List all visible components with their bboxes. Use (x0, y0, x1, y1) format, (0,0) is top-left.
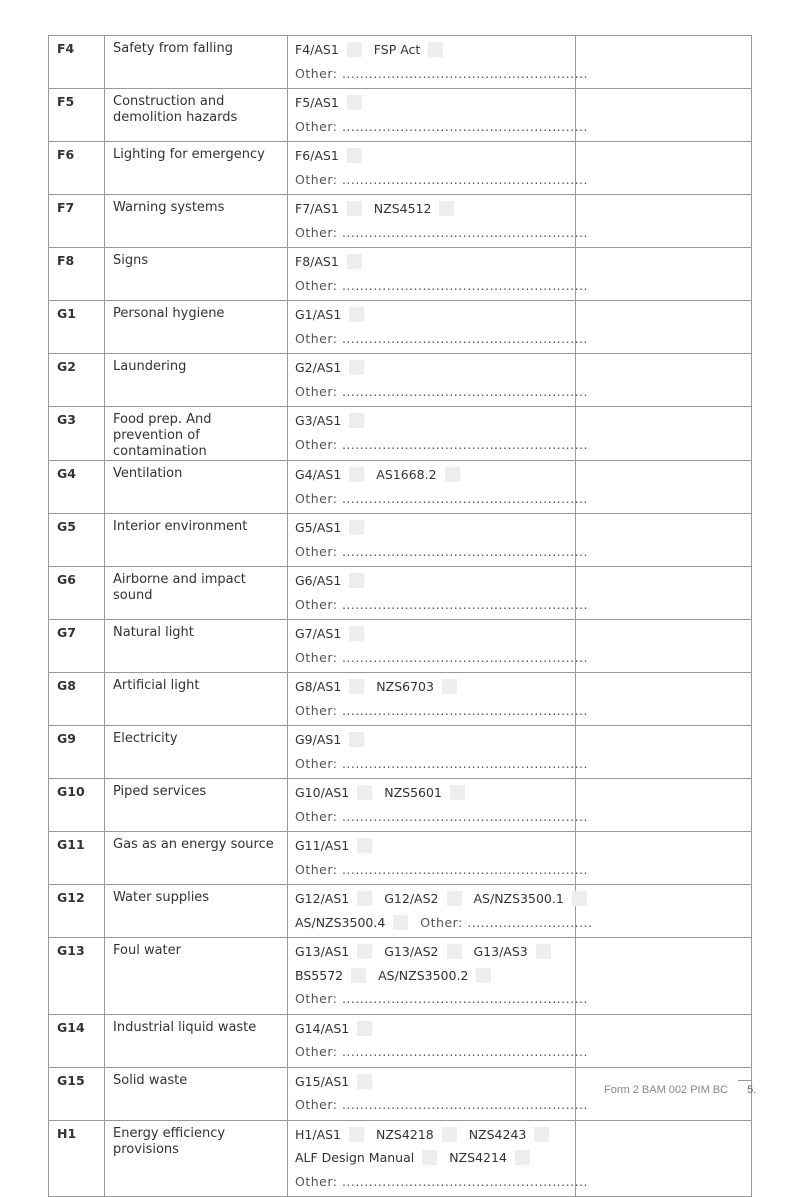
option-checkbox[interactable] (349, 307, 364, 322)
compliance-options (288, 461, 588, 514)
clause-code: G7 (49, 620, 105, 673)
clause-code: G3 (49, 407, 105, 461)
clause-name: Solid waste (105, 1067, 288, 1120)
table-row (49, 726, 752, 779)
option-checkbox[interactable] (572, 891, 587, 906)
option-checkbox[interactable] (428, 42, 443, 57)
table-row (49, 514, 752, 567)
clause-name: Piped services (105, 779, 288, 832)
notes-cell[interactable] (576, 938, 752, 1015)
option-checkbox[interactable] (357, 785, 372, 800)
clause-code: H1 (49, 1120, 105, 1197)
option-line (295, 91, 569, 115)
option-label: G13/AS3 (473, 944, 528, 959)
option-checkbox[interactable] (357, 891, 372, 906)
notes-cell[interactable] (576, 514, 752, 567)
table-row (49, 1120, 752, 1197)
compliance-options (288, 726, 588, 779)
clause-code: G5 (49, 514, 105, 567)
other-field[interactable]: Other: ....................................................... (295, 277, 588, 293)
option-checkbox[interactable] (447, 944, 462, 959)
notes-cell[interactable] (576, 1014, 752, 1067)
option-checkbox[interactable] (450, 785, 465, 800)
compliance-options (288, 1067, 588, 1120)
clause-code: G4 (49, 461, 105, 514)
clause-name: Construction and demolition hazards (105, 89, 288, 142)
clause-name: Electricity (105, 726, 288, 779)
option-checkbox[interactable] (351, 968, 366, 983)
compliance-options (288, 938, 588, 1015)
notes-cell[interactable] (576, 779, 752, 832)
option-label: FSP Act (373, 42, 421, 57)
clause-code: G6 (49, 567, 105, 620)
option-checkbox[interactable] (349, 732, 364, 747)
notes-cell[interactable] (576, 301, 752, 354)
other-field[interactable]: Other: ....................................................... (295, 118, 588, 134)
option-line (295, 1070, 569, 1094)
notes-cell[interactable] (576, 407, 752, 461)
clause-name: Water supplies (105, 885, 288, 938)
compliance-options (288, 567, 588, 620)
notes-cell[interactable] (576, 248, 752, 301)
notes-cell[interactable] (576, 885, 752, 938)
other-field[interactable]: Other: ....................................................... (295, 224, 588, 240)
option-line (295, 1146, 569, 1170)
option-checkbox[interactable] (447, 891, 462, 906)
option-line (295, 622, 569, 646)
option-checkbox[interactable] (422, 1150, 437, 1165)
clause-name: Industrial liquid waste (105, 1014, 288, 1067)
option-label: AS/NZS3500.2 (378, 967, 469, 983)
page-footer (604, 1084, 756, 1096)
option-label: BS5572 (295, 967, 344, 983)
clause-name: Energy efficiency provisions (105, 1120, 288, 1197)
other-field[interactable]: Other: ....................................................... (295, 65, 588, 81)
option-label: NZS4214 (449, 1150, 507, 1165)
option-label: NZS5601 (384, 785, 442, 800)
clause-name: Interior environment (105, 514, 288, 567)
clause-code: G12 (49, 885, 105, 938)
option-label: F5/AS1 (295, 95, 339, 110)
option-checkbox[interactable] (347, 148, 362, 163)
table-row (49, 938, 752, 1015)
other-field[interactable]: Other: ....................................................... (295, 490, 588, 506)
option-line (295, 1123, 569, 1147)
option-label: G2/AS1 (295, 360, 342, 375)
clause-code: G9 (49, 726, 105, 779)
other-field[interactable]: Other: ....................................................... (295, 1044, 588, 1059)
notes-cell[interactable] (576, 354, 752, 407)
table-row (49, 1014, 752, 1067)
option-checkbox[interactable] (357, 1021, 372, 1036)
table-row (49, 195, 752, 248)
option-label: AS/NZS3500.1 (473, 891, 564, 906)
option-checkbox[interactable] (515, 1150, 530, 1165)
option-label: G11/AS1 (295, 838, 350, 853)
other-field[interactable]: Other: ....................................................... (295, 991, 588, 1006)
option-label: G14/AS1 (295, 1020, 350, 1036)
option-checkbox[interactable] (439, 201, 454, 216)
compliance-options (288, 673, 588, 726)
other-field[interactable]: Other: ....................................................... (295, 330, 588, 346)
clause-code: G1 (49, 301, 105, 354)
option-line (295, 728, 569, 752)
notes-cell[interactable] (576, 673, 752, 726)
option-line (295, 964, 569, 988)
option-label: F6/AS1 (295, 148, 339, 163)
compliance-options (288, 195, 588, 248)
clause-name: Safety from falling (105, 36, 288, 89)
option-label: G3/AS1 (295, 413, 342, 428)
option-line (295, 197, 569, 221)
table-row (49, 832, 752, 885)
clause-code: F7 (49, 195, 105, 248)
option-line (295, 834, 569, 858)
compliance-options (288, 779, 588, 832)
option-checkbox[interactable] (357, 1074, 372, 1089)
table-row (49, 407, 752, 461)
option-label: H1/AS1 (295, 1126, 342, 1142)
option-checkbox[interactable] (534, 1127, 549, 1142)
notes-cell[interactable] (576, 89, 752, 142)
option-label: G12/AS2 (384, 891, 439, 906)
option-label: G1/AS1 (295, 307, 342, 322)
clause-name: Ventilation (105, 461, 288, 514)
option-label: F7/AS1 (295, 201, 339, 216)
clause-name: Foul water (105, 938, 288, 1015)
table-row (49, 779, 752, 832)
clause-code: F8 (49, 248, 105, 301)
clause-code: G8 (49, 673, 105, 726)
option-label: F8/AS1 (295, 254, 339, 269)
option-label: G7/AS1 (295, 626, 342, 641)
other-field[interactable]: Other: ....................................................... (295, 702, 588, 718)
table-row (49, 567, 752, 620)
option-label: G15/AS1 (295, 1073, 350, 1089)
option-line (295, 675, 569, 699)
option-checkbox[interactable] (393, 915, 408, 930)
compliance-table-body (49, 36, 752, 1197)
other-field[interactable]: Other: ....................................................... (295, 543, 588, 559)
notes-cell[interactable] (576, 461, 752, 514)
option-label: G8/AS1 (295, 679, 342, 694)
option-line (295, 250, 569, 274)
table-row (49, 620, 752, 673)
table-row (49, 142, 752, 195)
notes-cell[interactable] (576, 832, 752, 885)
table-row (49, 89, 752, 142)
other-field[interactable]: Other: ....................................................... (295, 1173, 588, 1189)
clause-name: Personal hygiene (105, 301, 288, 354)
option-line (295, 781, 569, 805)
other-field[interactable]: Other: ....................................................... (295, 436, 588, 452)
clause-name: Signs (105, 248, 288, 301)
compliance-options (288, 301, 588, 354)
clause-code: G14 (49, 1014, 105, 1067)
option-checkbox[interactable] (357, 838, 372, 853)
other-field[interactable]: Other: ....................................................... (295, 649, 588, 665)
option-line (295, 303, 569, 327)
option-line (295, 940, 569, 964)
option-label: G13/AS2 (384, 944, 439, 959)
option-label: G6/AS1 (295, 573, 342, 588)
compliance-options (288, 832, 588, 885)
option-line (295, 38, 569, 62)
notes-cell[interactable] (576, 726, 752, 779)
page-number: 5. (747, 1084, 757, 1096)
notes-cell[interactable] (576, 567, 752, 620)
compliance-options (288, 407, 588, 461)
footer-rule (738, 1080, 752, 1081)
clause-name: Lighting for emergency (105, 142, 288, 195)
option-checkbox[interactable] (349, 360, 364, 375)
option-checkbox[interactable] (349, 573, 364, 588)
option-line (295, 356, 569, 380)
compliance-options (288, 36, 588, 89)
option-label: G10/AS1 (295, 785, 350, 800)
option-label: G9/AS1 (295, 732, 342, 747)
other-field[interactable]: Other: ....................................................... (295, 596, 588, 612)
option-checkbox[interactable] (442, 679, 457, 694)
compliance-options (288, 89, 588, 142)
other-field[interactable]: Other: ....................................................... (295, 383, 588, 399)
notes-cell[interactable] (576, 36, 752, 89)
clause-code: G11 (49, 832, 105, 885)
table-row (49, 461, 752, 514)
option-label: G13/AS1 (295, 944, 350, 959)
compliance-options (288, 514, 588, 567)
option-label: G12/AS1 (295, 891, 350, 906)
option-line (295, 887, 569, 911)
other-field[interactable]: Other: ....................................................... (295, 755, 588, 771)
option-line (295, 409, 569, 433)
notes-cell[interactable] (576, 142, 752, 195)
option-checkbox[interactable] (349, 626, 364, 641)
clause-name: Warning systems (105, 195, 288, 248)
other-field[interactable]: Other: ....................................................... (295, 808, 588, 824)
clause-name: Artificial light (105, 673, 288, 726)
compliance-options (288, 1120, 588, 1197)
other-field[interactable]: Other: ....................................................... (295, 171, 588, 187)
option-checkbox[interactable] (445, 467, 460, 482)
clause-code: G15 (49, 1067, 105, 1120)
option-checkbox[interactable] (347, 42, 362, 57)
option-label: G5/AS1 (295, 520, 342, 535)
option-label: NZS4512 (373, 201, 432, 216)
compliance-options (288, 248, 588, 301)
option-label: NZS4243 (468, 1126, 527, 1142)
compliance-table (48, 35, 752, 1197)
option-line (295, 911, 593, 935)
option-line (295, 1017, 569, 1041)
option-line (295, 516, 569, 540)
option-checkbox[interactable] (349, 413, 364, 428)
option-checkbox[interactable] (349, 520, 364, 535)
compliance-options (288, 142, 588, 195)
option-checkbox[interactable] (476, 968, 491, 983)
compliance-options (288, 354, 588, 407)
clause-name: Natural light (105, 620, 288, 673)
option-checkbox[interactable] (349, 467, 364, 482)
table-row (49, 885, 752, 938)
option-checkbox[interactable] (349, 1127, 364, 1142)
clause-code: G13 (49, 938, 105, 1015)
clause-name: Laundering (105, 354, 288, 407)
clause-code: G2 (49, 354, 105, 407)
clause-name: Food prep. And prevention of contamination (105, 407, 288, 461)
option-checkbox[interactable] (442, 1127, 457, 1142)
table-row (49, 301, 752, 354)
other-field[interactable]: Other: ....................................................... (295, 1097, 588, 1112)
compliance-options (288, 1014, 588, 1067)
notes-cell[interactable] (576, 1120, 752, 1197)
option-label: F4/AS1 (295, 42, 339, 57)
compliance-options (288, 620, 588, 673)
compliance-options (288, 885, 593, 938)
option-label: AS/NZS3500.4 (295, 914, 386, 930)
option-checkbox[interactable] (347, 95, 362, 110)
clause-code: G10 (49, 779, 105, 832)
option-checkbox[interactable] (347, 201, 362, 216)
option-label: NZS4218 (376, 1126, 434, 1142)
option-checkbox[interactable] (347, 254, 362, 269)
other-field[interactable]: Other: ............................ (420, 914, 593, 930)
table-row (49, 248, 752, 301)
clause-code: F6 (49, 142, 105, 195)
clause-code: F4 (49, 36, 105, 89)
notes-cell[interactable] (576, 195, 752, 248)
table-row (49, 354, 752, 407)
other-field[interactable]: Other: ....................................................... (295, 861, 588, 877)
option-line (295, 569, 569, 593)
option-line (295, 463, 569, 487)
option-label: AS1668.2 (376, 467, 437, 482)
option-checkbox[interactable] (349, 679, 364, 694)
clause-name: Gas as an energy source (105, 832, 288, 885)
clause-code: F5 (49, 89, 105, 142)
option-line (295, 144, 569, 168)
option-label: ALF Design Manual (295, 1150, 415, 1165)
notes-cell[interactable] (576, 620, 752, 673)
table-row (49, 36, 752, 89)
table-row (49, 673, 752, 726)
form-reference: Form 2 BAM 002 PIM BC (604, 1084, 729, 1096)
option-label: G4/AS1 (295, 467, 342, 482)
option-label: NZS6703 (376, 679, 434, 694)
clause-name: Airborne and impact sound (105, 567, 288, 620)
option-checkbox[interactable] (357, 944, 372, 959)
option-checkbox[interactable] (536, 944, 551, 959)
